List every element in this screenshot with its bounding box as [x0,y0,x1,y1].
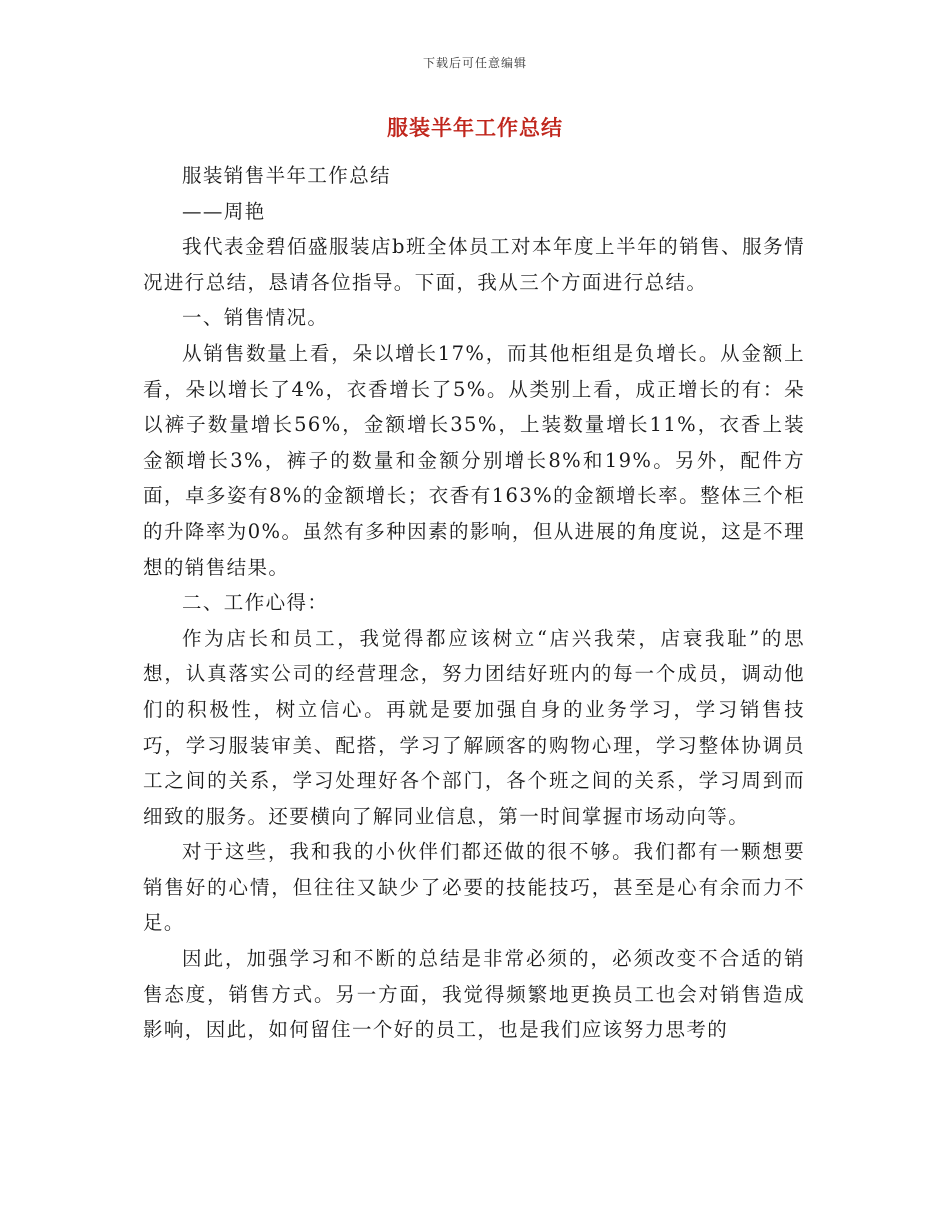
author-line: ——周艳 [182,199,266,223]
paragraph-conclusion: 因此，加强学习和不断的总结是非常必须的，必须改变不合适的销售态度，销售方式。另一方面，我觉得频繁地更换员工也会对销售造成影响，因此，如何留住一个好的员工，也是我们应该努力思考的 [143,947,805,1042]
paragraph-sales: 从销售数量上看，朵以增长17%，而其他柜组是负增长。从金额上看，朵以增长了4%，衣香增长了5%。从类别上看，成正增长的有：朵以裤子数量增长56%，金额增长35%，上装数量增长11%，衣香上装金额增长3%，裤子的数量和金额分别增长8%和19%。另外，配件方面，卓多姿有8%的金额增长；衣香有163%的金额增长率。整体三个柜的升降率为0%。虽然有多种因素的影响，但从进展的角度说，这是不理想的销售结果。 [143,341,805,579]
subtitle: 服装销售半年工作总结 [182,164,392,187]
paragraph-experience: 作为店长和员工，我觉得都应该树立“店兴我荣，店衰我耻”的思想，认真落实公司的经营理念，努力团结好班内的每一个成员，调动他们的积极性，树立信心。再就是要加强自身的业务学习，学习销售技巧，学习服装审美、配搭，学习了解顾客的购物心理，学习整体协调员工之间的关系，学习处理好各个部门，各个班之间的关系，学习周到而细致的服务。还要横向了解同业信息，第一时间掌握市场动向等。 [143,626,805,828]
section-heading-experience: 二、工作心得： [182,591,329,615]
section-heading-sales: 一、销售情况。 [182,306,329,330]
header-note: 下载后可任意编辑 [422,56,527,70]
paragraph-shortcomings: 对于这些，我和我的小伙伴们都还做的很不够。我们都有一颗想要销售好的心情，但往往又缺少了必要的技能技巧，甚至是心有余而力不足。 [143,840,805,935]
document-body [143,158,805,1048]
document-title: 服装半年工作总结 [387,115,563,140]
paragraph-intro: 我代表金碧佰盛服装店b班全体员工对本年度上半年的销售、服务情况进行总结，恳请各位指导。下面，我从三个方面进行总结。 [143,235,805,294]
